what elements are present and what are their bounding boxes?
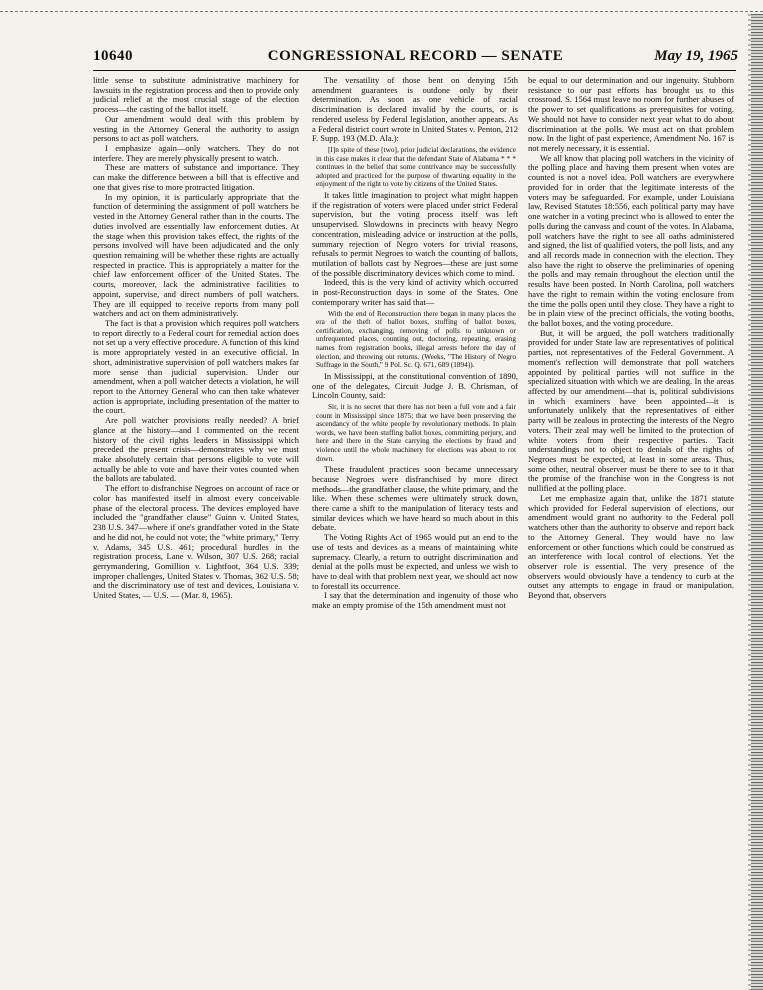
page-top-dashed-edge bbox=[0, 11, 763, 12]
paragraph: These are matters of substance and importance. They can make the difference between a bill that is effective and one that gives rise to more protracted litigation. bbox=[93, 162, 299, 192]
text-column-1 bbox=[93, 76, 299, 601]
paragraph: These fraudulent practices soon became unnecessary because Negroes were disfranchised by more direct methods—the grandfather clause, the white primary, and the like. When these schemes were ultimately struck down, there came a shift to the manipulation of literacy tests and similar devices which we have heard so much about in this debate. bbox=[312, 464, 518, 533]
paragraph: The effort to disfranchise Negroes on account of race or color has manifested itself in almost every conceivable phase of the electoral process. The devices employed have included the "grandfather clause" Guinn v. United States, 238 U.S. 347—where if one's grandfather voted in the State and he did not, he could not vote; the "white primary," Terry v. Adams, 345 U.S. 461; procedural hurdles in the registration process, Lane v. Wilson, 307 U.S. 268; racial gerrymandering, Gomillion v. Lightfoot, 364 U.S. 339; improper challenges, United States v. Thomas, 362 U.S. 58; and the discriminatory use of test and devices, Louisiana v. United States, — U.S. — (Mar. 8, 1965). bbox=[93, 483, 299, 601]
binding-edge bbox=[751, 14, 763, 990]
publication-title: CONGRESSIONAL RECORD — SENATE bbox=[267, 48, 564, 64]
paragraph: I say that the determination and ingenuity of those who make an empty promise of the 15th amendment must not bbox=[312, 590, 518, 611]
paragraph: The Voting Rights Act of 1965 would put an end to the use of tests and devices as a means of maintaining white supremacy. Clearly, a return to outright discrimination and denial at the polls must be expected, and unless we wish to have to deal with that problem next year, we should act now to forestall its occurrence. bbox=[312, 532, 518, 591]
paragraph: We all know that placing poll watchers in the vicinity of the polling place and having them present when votes are counted is not a novel idea. Poll watchers are everywhere provided for in order that the legitimate interests of the voters may be safeguarded. For example, under Louisiana law, Revised Statutes 18:556, each political party may have one watcher in a voting precinct who is allowed to enter the polls during the canvass and count of the votes. In Alabama, poll watchers have the right to see all oaths administered and signed, the list of qualified voters, the poll lists, and any and all records made in connection with the election. They also have the right to observe the preliminaries of opening the polls and may remain throughout the election until the results have been posted. In North Carolina, poll watchers have the right to remain within the voting enclosure from the time the polls open until they close. They have a right to be in plain view of the precinct officials, the voting booths, the ballot boxes, and the voting procedure. bbox=[528, 152, 734, 328]
paragraph: The fact is that a provision which requires poll watchers to report directly to a Federal court for remedial action does not set up a very effective procedure. A function of this kind is more appropriately vested in an executive official. In short, administrative supervision of poll watchers makes far more sense than judicial supervision. Under our amendment, when a poll watcher detects a violation, he will report to the Attorney General who can then take whatever action is appropriate, including presentation of the matter to the court. bbox=[93, 317, 299, 416]
quoted-paragraph: Sir, it is no secret that there has not been a full vote and a fair count in Mississippi since 1875; that we have been preserving the ascendancy of the white people by revolutionary methods. In plain words, we have been stuffing ballot boxes, committing perjury, and here and there in the State carrying the elections by fraud and violence until the whole machinery for elections was about to rot down. bbox=[316, 401, 516, 463]
quoted-paragraph: [I]n spite of these [two], prior judicial declarations, the evidence in this case makes it clear that the defendant State of Alabama * * * continues in the belief that some contrivance may be successfully adopted and practiced for the purpose of thwarting equality in the enjoyment of the right to vote by citizens of the United States. bbox=[316, 145, 516, 189]
paragraph: It takes little imagination to project what might happen if the registration of voters were placed under strict Federal supervision, but the voting process itself was left unsupervised. Slowdowns in precincts with heavy Negro concentration, misleading advice or instruction at the polls, summary rejection of Negro voters for trivial reasons, refusals to permit Negroes to watch the counting of ballots, mutilation of ballots cast by Negroes—these are just some of the possible discriminatory devices which come to mind. bbox=[312, 190, 518, 278]
paragraph: In my opinion, it is particularly appropriate that the function of determining the assignment of poll watchers be vested in the Attorney General rather than in the courts. The duties involved are essentially law enforcement duties. At the stage when this provision takes effect, the rights of the persons involved will have been adjudicated and the only question remaining will be whether these rights are actually respected in practice. This is appropriately a matter for the chief law enforcement officer of the United States. The courts, moreover, lack the administrative facilities to appoint, supervise, and direct numbers of poll watchers. They are ill equipped to receive reports from many poll watchers and act on them administratively. bbox=[93, 191, 299, 319]
text-column-3 bbox=[528, 76, 734, 601]
page-number: 10640 bbox=[93, 48, 133, 64]
publication-date: May 19, 1965 bbox=[654, 48, 738, 64]
page-header bbox=[93, 48, 738, 72]
paragraph: In Mississippi, at the constitutional convention of 1890, one of the delegates, Circuit Judge J. B. Chrisman, of Lincoln County, said: bbox=[312, 370, 518, 401]
quoted-paragraph: With the end of Reconstruction there began in many places the era of the theft of ballot boxes, stuffing of ballot boxes, certification, exchanging, removing of polls to unknown or unfrequented places, counting out, doctoring, repeating, erasing names from registration books, illegal arrests before the day of election, and throwing out returns. (Weeks, "The History of Negro Suffrage in the South," 9 Pol. Sc. Q. 671, 689 (1894)). bbox=[316, 308, 516, 370]
paragraph: I emphasize again—only watchers. They do not interfere. They are merely physically present to watch. bbox=[93, 143, 299, 163]
header-rule bbox=[93, 70, 736, 71]
paragraph: Let me emphasize again that, unlike the 1871 statute which provided for Federal supervision of elections, our amendment would grant no authority to the Federal poll watchers other than the authority to observe and report back to the Attorney General. They would have no law enforcement or other functions which could be construed as an interference with local control of elections. Yet the observer role is essential. The very presence of the observers would obviously have a tendency to curb at the outset any attempts to engage in fraud or manipulation. Beyond that, observers bbox=[528, 492, 734, 601]
paragraph: Our amendment would deal with this problem by vesting in the Attorney General the authority to assign persons to act as poll watchers. bbox=[93, 113, 299, 144]
paragraph: The versatility of those bent on denying 15th amendment guarantees is outdone only by their determination. As soon as one vehicle of racial discrimination is declared invalid by the courts, or is rendered useless by Federal legislation, another appears. As a Federal district court wrote in United States v. Penton, 212 F. Supp. 193 (M.D. Ala.): bbox=[312, 75, 518, 144]
paragraph: But, it will be argued, the poll watchers traditionally provided for under State law are representatives of political parties, not representatives of the Federal Government. A moment's reflection will demonstrate that poll watchers appointed by political parties will not suffice in the specialized situation with which we are dealing. In the areas affected by our amendment—that is, political subdivisions in which examiners have been appointed—it is unfortunately unlikely that the representatives of either party will be zealous in protecting the interests of the Negro voters. Their zeal may well be limited to the protection of white voters from their respective parties. Tacit understandings not to object to denials of the rights of Negroes must be expected, at least in some areas. Thus, some other, neutral observer must be there to see to it that the promise of the franchise won in the Congress is not nullified at the polling place. bbox=[528, 327, 734, 494]
paragraph: Are poll watcher provisions really needed? A brief glance at the history—and I commented on the recent history of the civil rights leaders in Mississippi which preceded the present crisis—demonstrates why we must make absolutely certain that persons eligible to vote will actually be able to vote and have their votes counted when the ballots are tabulated. bbox=[93, 415, 299, 484]
paragraph: be equal to our determination and our ingenuity. Stubborn resistance to our past efforts has brought us to this crossroad. S. 1564 must leave no room for further abuses of the power to set qualifications as prerequisites for voting. We should not have to consider next year what to do about discrimination at the polls. We must act on that problem now. In the light of past experience, Amendment No. 167 is not merely necessary, it is essential. bbox=[528, 75, 734, 154]
paragraph: little sense to substitute administrative machinery for lawsuits in the registration process and then to provide only judicial relief at the most crucial stage of the election process—the casting of the ballot itself. bbox=[93, 75, 299, 115]
text-column-2 bbox=[312, 76, 518, 611]
paragraph: Indeed, this is the very kind of activity which occurred in post-Reconstruction days in some of the States. One contemporary writer has said that— bbox=[312, 277, 518, 307]
